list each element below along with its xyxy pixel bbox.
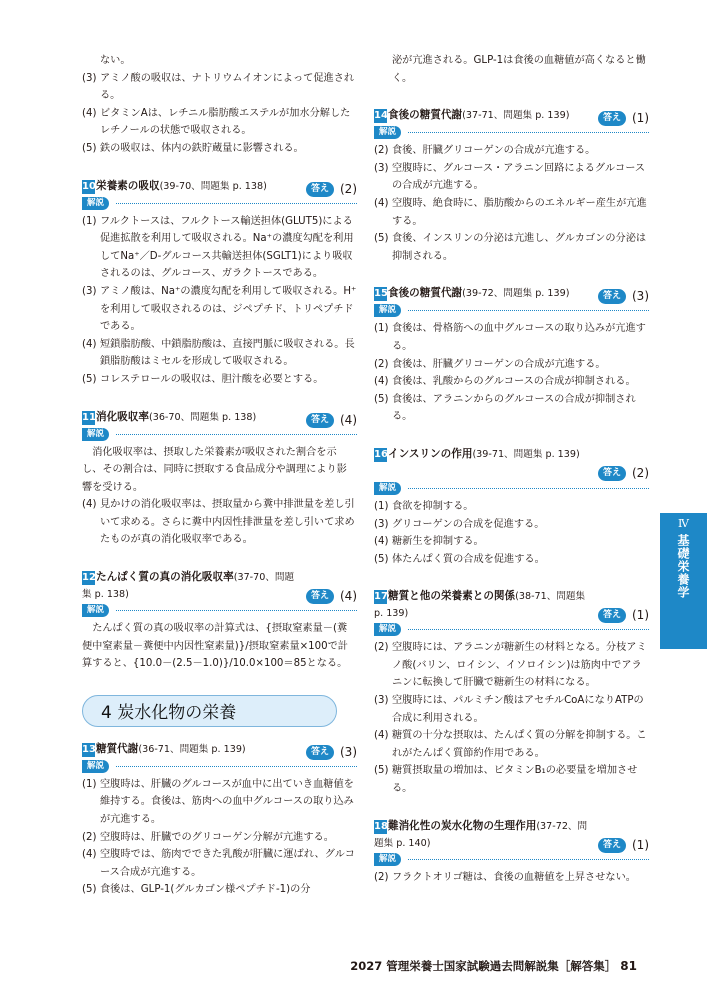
item-number: (1) bbox=[82, 778, 97, 790]
item-text: 食欲を抑制する。 bbox=[392, 500, 474, 512]
continued-items bbox=[82, 52, 357, 158]
question-title: たんぱく質の真の消化吸収率 bbox=[96, 571, 234, 584]
question-header bbox=[374, 446, 649, 464]
item-number: (5) bbox=[374, 553, 389, 565]
list-item bbox=[82, 371, 357, 389]
explanation-label: 解説 bbox=[82, 428, 109, 441]
question-13 bbox=[82, 741, 357, 899]
item-number: (5) bbox=[82, 884, 97, 896]
list-item bbox=[374, 551, 649, 569]
list-item bbox=[374, 195, 649, 230]
item-number: (4) bbox=[374, 376, 389, 388]
item-number: (2) bbox=[374, 871, 389, 883]
question-reference: (39-72、問題集 p. 139) bbox=[462, 288, 570, 300]
dotted-divider bbox=[408, 859, 649, 860]
answer-value: (4) bbox=[340, 589, 357, 604]
explanation-label: 解説 bbox=[374, 623, 401, 636]
question-header bbox=[374, 588, 649, 622]
answer-box bbox=[306, 744, 357, 761]
answer-badge: 答え bbox=[306, 413, 334, 428]
question-title: 糖質代謝 bbox=[96, 742, 139, 755]
item-number: (5) bbox=[374, 393, 389, 405]
explanation-header bbox=[374, 126, 649, 140]
answer-badge: 答え bbox=[598, 608, 626, 623]
answer-badge: 答え bbox=[598, 111, 626, 126]
answer-value: (3) bbox=[340, 744, 357, 759]
item-text: 糖質の十分な摂取は、たんぱく質の分解を抑制する。これがたんぱく質節約作用である。 bbox=[392, 730, 647, 759]
question-number: 11 bbox=[82, 411, 96, 423]
item-text: ビタミンAは、レチニル脂肪酸エステルが加水分解したレチノールの状態で吸収される。 bbox=[100, 107, 351, 137]
question-header bbox=[82, 741, 357, 759]
section-heading: 4 炭水化物の栄養 bbox=[82, 695, 337, 727]
answer-badge: 答え bbox=[598, 289, 626, 304]
question-reference: (37-72、問題集 p. 140) bbox=[374, 820, 588, 849]
item-number: (5) bbox=[374, 765, 389, 777]
item-text: 糖質摂取量の増加は、ビタミンB₁の必要量を増加させる。 bbox=[392, 765, 638, 795]
item-number: (2) bbox=[82, 831, 97, 843]
item-number: (5) bbox=[82, 373, 97, 385]
question-title: 食後の糖質代謝 bbox=[388, 287, 463, 300]
answer-box bbox=[598, 288, 649, 305]
page-number: 81 bbox=[620, 959, 637, 973]
answer-row bbox=[374, 464, 649, 481]
question-header bbox=[374, 107, 649, 125]
question-number: 16 bbox=[374, 448, 388, 460]
explanation-header bbox=[374, 623, 649, 637]
answer-badge: 答え bbox=[598, 466, 626, 481]
question-title: 食後の糖質代謝 bbox=[388, 109, 463, 122]
answer-box bbox=[598, 466, 649, 481]
item-text: フラクトオリゴ糖は、食後の血糖値を上昇させない。 bbox=[392, 871, 636, 883]
question-reference: (39-70、問題集 p. 138) bbox=[159, 180, 267, 192]
item-text: 食後は、アラニンからのグルコースの合成が抑制される。 bbox=[392, 393, 636, 423]
list-item bbox=[374, 160, 649, 195]
page-footer bbox=[350, 958, 637, 974]
item-text: 空腹時では、筋肉でできた乳酸が肝臓に運ばれ、グルコース合成が亢進する。 bbox=[100, 849, 355, 878]
question-header bbox=[374, 285, 649, 303]
item-text: 食後、肝臓グリコーゲンの合成が亢進する。 bbox=[392, 145, 596, 157]
explanation-paragraph: 消化吸収率は、摂取した栄養素が吸収された割合を示し、その割合は、同時に摂取する食品成分や調理により影響を受ける。 bbox=[82, 446, 347, 493]
item-number: (1) bbox=[82, 215, 97, 227]
item-number: (3) bbox=[82, 72, 97, 84]
question-reference: (39-71、問題集 p. 139) bbox=[472, 448, 580, 460]
list-item bbox=[82, 105, 357, 140]
list-item bbox=[82, 336, 357, 371]
item-number: (2) bbox=[374, 358, 389, 370]
answer-badge: 答え bbox=[306, 589, 334, 604]
item-text: 空腹時は、肝臓のグルコースが血中に出ていき血糖値を維持する。食後は、筋肉への血中グルコースの取り込みが亢進する。 bbox=[100, 778, 354, 826]
answer-box bbox=[306, 588, 357, 605]
list-item bbox=[374, 762, 649, 797]
question-14 bbox=[374, 107, 649, 265]
item-text: 見かけの消化吸収率は、摂取量から糞中排泄量を差し引いて求める。さらに糞中内因性排泄量を差し引いて求めたものが真の消化吸収率である。 bbox=[100, 499, 355, 546]
question-reference: (38-71、問題集 p. 139) bbox=[374, 591, 586, 620]
dotted-divider bbox=[116, 434, 357, 435]
question-header bbox=[82, 409, 357, 427]
item-number: (1) bbox=[374, 323, 389, 335]
item-text: 泌が亢進される。GLP-1は食後の血糖値が高くなると働く。 bbox=[392, 55, 646, 84]
list-item bbox=[82, 140, 357, 158]
item-number: (4) bbox=[374, 536, 389, 548]
dotted-divider bbox=[116, 766, 357, 767]
dotted-divider bbox=[116, 610, 357, 611]
answer-box bbox=[598, 607, 649, 624]
question-title: 糖質と他の栄養素との関係 bbox=[388, 590, 516, 603]
question-number: 13 bbox=[82, 743, 96, 755]
question-number: 10 bbox=[82, 180, 96, 192]
explanation-label: 解説 bbox=[82, 604, 109, 617]
item-text: 食後は、GLP-1(グルカゴン様ペプチド-1)の分 bbox=[100, 884, 311, 896]
answer-badge: 答え bbox=[306, 745, 334, 760]
question-18 bbox=[374, 818, 649, 887]
book-title: 2027 管理栄養士国家試験過去問解説集［解答集］ bbox=[350, 959, 617, 973]
item-number: (4) bbox=[82, 499, 97, 511]
item-number: (4) bbox=[82, 107, 97, 119]
question-17 bbox=[374, 588, 649, 797]
explanation-header bbox=[82, 760, 357, 774]
list-item bbox=[82, 70, 357, 105]
answer-value: (3) bbox=[632, 289, 649, 304]
list-item bbox=[374, 230, 649, 265]
explanation-header bbox=[82, 197, 357, 211]
answer-value: (2) bbox=[340, 181, 357, 196]
item-text: 糖新生を抑制する。 bbox=[392, 536, 484, 548]
explanation-header bbox=[374, 482, 649, 496]
question-header bbox=[82, 178, 357, 196]
item-text: 鉄の吸収は、体内の鉄貯蔵量に影響される。 bbox=[100, 142, 304, 154]
question-10 bbox=[82, 178, 357, 389]
item-number: (4) bbox=[374, 730, 389, 742]
item-text: アミノ酸の吸収は、ナトリウムイオンによって促進される。 bbox=[100, 72, 355, 102]
item-number bbox=[82, 52, 100, 70]
list-item bbox=[374, 692, 649, 727]
explanation-label: 解説 bbox=[374, 482, 401, 495]
question-title: 栄養素の吸収 bbox=[96, 179, 160, 192]
list-item bbox=[374, 869, 649, 887]
explanation-label: 解説 bbox=[374, 304, 401, 317]
item-number: (4) bbox=[82, 338, 97, 350]
question-header bbox=[374, 818, 649, 852]
list-item bbox=[82, 881, 357, 899]
explanation-paragraph: たんぱく質の真の吸収率の計算式は、{摂取窒素量－(糞便中窒素量－糞便中内因性窒素量)}/摂取窒素量×100で計算すると、{10.0－(2.5－1.0)}/10.0×100＝85となる。 bbox=[82, 623, 348, 670]
item-text: 空腹時、絶食時に、脂肪酸からのエネルギー産生が亢進する。 bbox=[392, 197, 647, 227]
list-item bbox=[374, 639, 649, 692]
dotted-divider bbox=[116, 203, 357, 204]
list-item bbox=[82, 52, 357, 70]
answer-box bbox=[306, 412, 357, 429]
item-number: (3) bbox=[374, 518, 389, 530]
item-text: 空腹時には、パルミチン酸はアセチルCoAになりATPの合成に利用される。 bbox=[392, 695, 644, 724]
question-title: 難消化性の炭水化物の生理作用 bbox=[388, 819, 537, 832]
item-text: 食後は、骨格筋への血中グルコースの取り込みが亢進する。 bbox=[392, 323, 646, 352]
item-text: ない。 bbox=[100, 55, 131, 66]
answer-value: (1) bbox=[632, 111, 649, 126]
question-number: 14 bbox=[374, 110, 388, 122]
item-number: (4) bbox=[374, 197, 389, 209]
list-item bbox=[374, 373, 649, 391]
item-text: グリコーゲンの合成を促進する。 bbox=[392, 518, 545, 530]
item-text: 空腹時に、グルコース・アラニン回路によるグルコースの合成が亢進する。 bbox=[392, 162, 646, 192]
question-reference: (37-71、問題集 p. 139) bbox=[462, 110, 570, 122]
chapter-side-tab bbox=[660, 513, 707, 649]
item-text: 食後、インスリンの分泌は亢進し、グルカゴンの分泌は抑制される。 bbox=[392, 233, 647, 262]
list-item bbox=[374, 52, 649, 87]
list-item bbox=[374, 516, 649, 534]
answer-value: (2) bbox=[632, 466, 649, 481]
item-number: (3) bbox=[374, 695, 389, 707]
list-item bbox=[374, 356, 649, 374]
answer-value: (1) bbox=[632, 608, 649, 623]
right-column bbox=[374, 52, 649, 886]
chapter-label: 基礎栄養学 bbox=[676, 534, 690, 599]
item-text: アミノ酸は、Na⁺の濃度勾配を利用して吸収される。H⁺を利用して吸収されるのは、ジペプチド、トリペプチドである。 bbox=[100, 285, 357, 333]
explanation-header bbox=[374, 853, 649, 867]
question-15 bbox=[374, 285, 649, 426]
list-item bbox=[82, 776, 357, 829]
question-reference: (36-71、問題集 p. 139) bbox=[138, 743, 246, 755]
answer-box bbox=[306, 181, 357, 198]
question-title: インスリンの作用 bbox=[388, 447, 473, 460]
explanation-label: 解説 bbox=[82, 197, 109, 210]
list-item bbox=[82, 829, 357, 847]
left-column bbox=[82, 52, 357, 899]
item-number: (1) bbox=[374, 500, 389, 512]
item-number: (3) bbox=[82, 285, 97, 297]
dotted-divider bbox=[408, 310, 649, 311]
list-item bbox=[374, 142, 649, 160]
item-text: コレステロールの吸収は、胆汁酸を必要とする。 bbox=[100, 373, 324, 385]
question-title: 消化吸収率 bbox=[96, 410, 149, 423]
list-item bbox=[374, 533, 649, 551]
answer-value: (4) bbox=[340, 412, 357, 427]
list-item bbox=[374, 391, 649, 426]
question-reference: (37-70、問題集 p. 138) bbox=[82, 572, 295, 601]
answer-badge: 答え bbox=[598, 838, 626, 853]
item-text: 食後は、肝臓グリコーゲンの合成が亢進する。 bbox=[392, 358, 606, 370]
explanation-header bbox=[82, 604, 357, 618]
explanation-label: 解説 bbox=[82, 760, 109, 773]
item-text: フルクトースは、フルクトース輸送担体(GLUT5)による促進拡散を利用して吸収される。Na⁺の濃度勾配を利用してNa⁺／D-グルコース共輸送担体(SGLT1)により吸収されるのは、グルコース、ガラクトースである。 bbox=[100, 215, 354, 280]
list-item bbox=[82, 213, 357, 283]
explanation-label: 解説 bbox=[374, 853, 401, 866]
item-text: 空腹時には、アラニンが糖新生の材料となる。分枝アミノ酸(バリン、ロイシン、イソロイシン)は筋肉中でアラニンに転換して肝臓で糖新生の材料になる。 bbox=[392, 642, 647, 689]
list-item bbox=[374, 498, 649, 516]
list-item bbox=[82, 496, 357, 549]
item-number: (5) bbox=[82, 142, 97, 154]
answer-box bbox=[598, 110, 649, 127]
answer-badge: 答え bbox=[306, 182, 334, 197]
question-16 bbox=[374, 446, 649, 568]
chapter-number: Ⅳ bbox=[678, 517, 689, 530]
question-number: 18 bbox=[374, 820, 388, 832]
question-12 bbox=[82, 569, 357, 673]
explanation-label: 解説 bbox=[374, 126, 401, 139]
item-number bbox=[374, 52, 392, 87]
item-number: (5) bbox=[374, 233, 389, 245]
explanation-header bbox=[374, 304, 649, 318]
item-number: (2) bbox=[374, 642, 389, 654]
question-11 bbox=[82, 409, 357, 550]
item-text: 短鎖脂肪酸、中鎖脂肪酸は、直接門脈に吸収される。長鎖脂肪酸はミセルを形成して吸収される。 bbox=[100, 338, 355, 368]
list-item bbox=[82, 846, 357, 881]
question-reference: (36-70、問題集 p. 138) bbox=[148, 411, 257, 423]
list-item bbox=[374, 320, 649, 355]
dotted-divider bbox=[408, 629, 649, 630]
question-number: 12 bbox=[82, 572, 96, 584]
item-number: (2) bbox=[374, 145, 389, 157]
item-text: 体たんぱく質の合成を促進する。 bbox=[392, 553, 545, 565]
question-header bbox=[82, 569, 357, 603]
dotted-divider bbox=[408, 132, 649, 133]
item-text: 空腹時は、肝臓でのグリコーゲン分解が亢進する。 bbox=[100, 831, 334, 843]
item-number: (4) bbox=[82, 849, 97, 861]
list-item bbox=[374, 727, 649, 762]
list-item bbox=[82, 283, 357, 336]
question-number: 17 bbox=[374, 591, 388, 603]
dotted-divider bbox=[408, 488, 649, 489]
answer-box bbox=[598, 837, 649, 854]
answer-value: (1) bbox=[632, 837, 649, 852]
item-text: 食後は、乳酸からのグルコースの合成が抑制される。 bbox=[392, 376, 636, 388]
item-number: (3) bbox=[374, 162, 389, 174]
question-number: 15 bbox=[374, 288, 388, 300]
explanation-header bbox=[82, 428, 357, 442]
